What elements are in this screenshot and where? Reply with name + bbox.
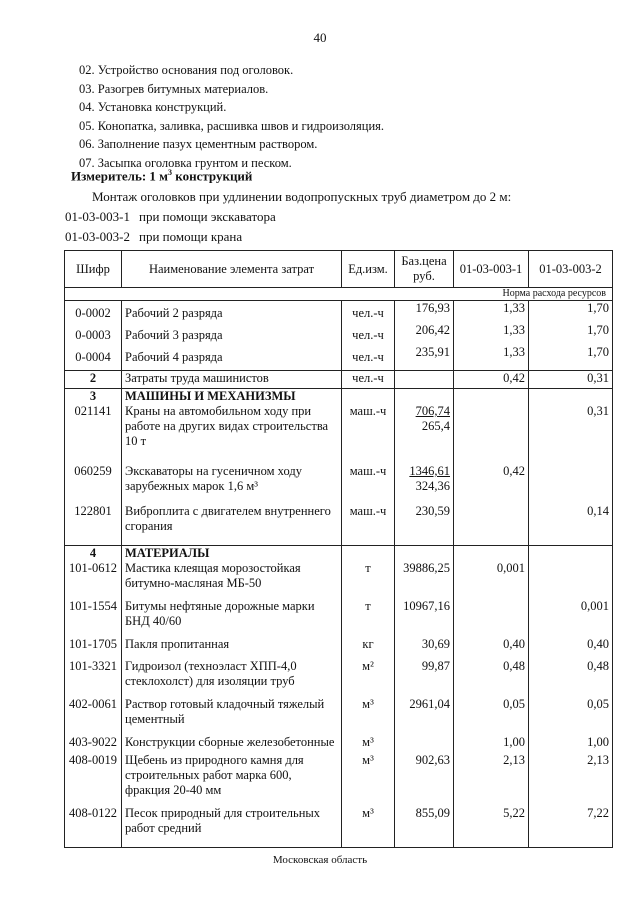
work-step: 02. Устройство основания под оголовок. [79,63,294,77]
page-number: 40 [313,30,327,45]
row-value-2: 2,13 [529,753,613,806]
row-code: 0-0002 [65,301,122,323]
row-value-2: 1,70 [529,345,613,371]
row-price: 176,93 [395,301,454,323]
row-name: Экскаваторы на гусеничном ходу зарубежных марок 1,6 м³ [122,464,342,504]
row-value-2: 0,31 [529,371,613,389]
work-step: 07. Засыпка оголовка грунтом и песком. [79,155,292,170]
header-price: Баз.цена руб. [395,251,454,288]
row-price [395,464,454,504]
row-name: Рабочий 4 разряда [122,345,342,371]
row-value-1: 0,42 [454,371,529,389]
row-price [395,404,454,464]
work-step: 03. Разогрев битумных материалов. [79,81,269,96]
row-name: Щебень из природного камня для строительных работ марка 600, фракция 20-40 мм [122,753,342,806]
table-row [65,504,613,545]
table-row [65,561,613,599]
header-unit: Ед.изм. [342,251,395,288]
row-unit: м² [342,659,395,697]
table-row [65,371,613,389]
norm-label: Норма расхода ресурсов [65,288,613,301]
row-value-1: 5,22 [454,806,529,848]
norm-row [65,288,613,301]
price-top: 1346,61 [409,464,450,478]
row-unit: т [342,599,395,637]
row-name: Мастика клеящая морозостойкая битумно-масляная МБ-50 [122,561,342,599]
section-title: МАТЕРИАЛЫ [122,545,342,561]
code-desc: при помощи крана [139,229,243,244]
row-name: Битумы нефтяные дорожные марки БНД 40/60 [122,599,342,637]
row-name: Конструкции сборные железобетонные [122,735,342,753]
row-value-1: 1,00 [454,735,529,753]
table-row [65,735,613,753]
page-footer: Московская область [272,854,368,866]
header-name: Наименование элемента затрат [122,251,342,288]
row-value-1 [454,404,529,464]
row-price: 855,09 [395,806,454,848]
row-unit: м³ [342,806,395,848]
row-price: 206,42 [395,323,454,345]
table-row [65,806,613,848]
row-unit: т [342,561,395,599]
row-unit: м³ [342,735,395,753]
row-unit: кг [342,637,395,659]
row-value-1: 0,40 [454,637,529,659]
row-value-1: 0,42 [454,464,529,504]
row-value-1: 1,33 [454,323,529,345]
row-value-2: 7,22 [529,806,613,848]
code-value: 01-03-003-1 [65,209,130,224]
row-code: 403-9022 [65,735,122,753]
row-code: 0-0003 [65,323,122,345]
header-col1: 01-03-003-1 [454,251,529,288]
row-price: 39886,25 [395,561,454,599]
row-unit: маш.-ч [342,464,395,504]
work-steps-list [79,61,384,173]
price-bottom: 265,4 [421,419,450,433]
row-name: Гидроизол (техноэласт ХПП-4,0 стеклохолст) для изоляции труб [122,659,342,697]
row-unit: чел.-ч [342,301,395,323]
row-unit: маш.-ч [342,404,395,464]
row-name: Раствор готовый кладочный тяжелый цементный [122,697,342,735]
header-code: Шифр [65,251,122,288]
row-value-2: 1,70 [529,323,613,345]
row-price: 99,87 [395,659,454,697]
table-row [65,753,613,806]
table-row [65,323,613,345]
measure-label: Измеритель: 1 м [71,168,169,184]
row-value-1: 1,33 [454,345,529,371]
table-row [65,301,613,323]
row-code: 101-1554 [65,599,122,637]
measure-sup: 3 [168,168,173,177]
row-price: 30,69 [395,637,454,659]
row-unit: маш.-ч [342,504,395,545]
resource-table [64,250,613,848]
table-row [65,637,613,659]
row-name: Песок природный для строительных работ средний [122,806,342,848]
price-bottom: 324,36 [415,479,450,493]
row-value-2: 0,05 [529,697,613,735]
work-step: 04. Установка конструкций. [79,100,227,115]
row-name: Затраты труда машинистов [122,371,342,389]
row-unit: чел.-ч [342,323,395,345]
row-code: 408-0122 [65,806,122,848]
row-code: 101-3321 [65,659,122,697]
row-code: 122801 [65,504,122,545]
row-value-2 [529,561,613,599]
code-list [65,207,276,247]
row-name: Краны на автомобильном ходу при работе на других видах строительства 10 т [122,404,342,464]
section-header-row [65,545,613,561]
row-name: Рабочий 3 разряда [122,323,342,345]
table-row [65,599,613,637]
row-unit: м³ [342,753,395,806]
row-code: 021141 [65,404,122,464]
row-name: Рабочий 2 разряда [122,301,342,323]
row-code: 402-0061 [65,697,122,735]
section-code: 4 [65,545,122,561]
row-price: 235,91 [395,345,454,371]
row-price: 10967,16 [395,599,454,637]
row-value-2: 0,14 [529,504,613,545]
header-col2: 01-03-003-2 [529,251,613,288]
row-price: 230,59 [395,504,454,545]
section-code: 2 [65,371,122,389]
mount-description: Монтаж оголовков при удлинении водопропускных труб диаметром до 2 м: [92,189,512,204]
row-code: 060259 [65,464,122,504]
row-value-1: 0,48 [454,659,529,697]
work-step: 05. Конопатка, заливка, расшивка швов и гидроизоляция. [79,118,385,133]
row-code: 101-0612 [65,561,122,599]
row-unit: чел.-ч [342,345,395,371]
row-value-2: 0,48 [529,659,613,697]
row-value-1 [454,599,529,637]
row-value-1: 0,001 [454,561,529,599]
row-value-2: 1,70 [529,301,613,323]
row-value-2: 1,00 [529,735,613,753]
row-code: 0-0004 [65,345,122,371]
code-desc: при помощи экскаватора [139,209,276,224]
measure-unit [71,168,252,184]
row-unit: чел.-ч [342,371,395,389]
row-value-2 [529,464,613,504]
table-row [65,659,613,697]
section-header-row [65,389,613,405]
row-price: 2961,04 [395,697,454,735]
row-value-2: 0,001 [529,599,613,637]
row-code: 101-1705 [65,637,122,659]
table-row [65,464,613,504]
code-item [65,227,276,247]
row-unit: м³ [342,697,395,735]
row-name: Пакля пропитанная [122,637,342,659]
row-price [395,371,454,389]
table-row [65,345,613,371]
row-value-2: 0,40 [529,637,613,659]
row-value-1: 2,13 [454,753,529,806]
row-value-1: 1,33 [454,301,529,323]
section-code: 3 [65,389,122,405]
row-price: 902,63 [395,753,454,806]
row-value-1: 0,05 [454,697,529,735]
row-value-2: 0,31 [529,404,613,464]
measure-rest: конструкций [172,168,253,184]
row-code: 408-0019 [65,753,122,806]
table-row [65,404,613,464]
price-top: 706,74 [415,404,450,418]
row-name: Виброплита с двигателем внутреннего сгорания [122,504,342,545]
code-value: 01-03-003-2 [65,229,130,244]
row-price [395,735,454,753]
table-row [65,697,613,735]
work-step: 06. Заполнение пазух цементным раствором. [79,137,318,152]
code-item [65,207,276,227]
section-title: МАШИНЫ И МЕХАНИЗМЫ [122,389,342,405]
row-value-1 [454,504,529,545]
